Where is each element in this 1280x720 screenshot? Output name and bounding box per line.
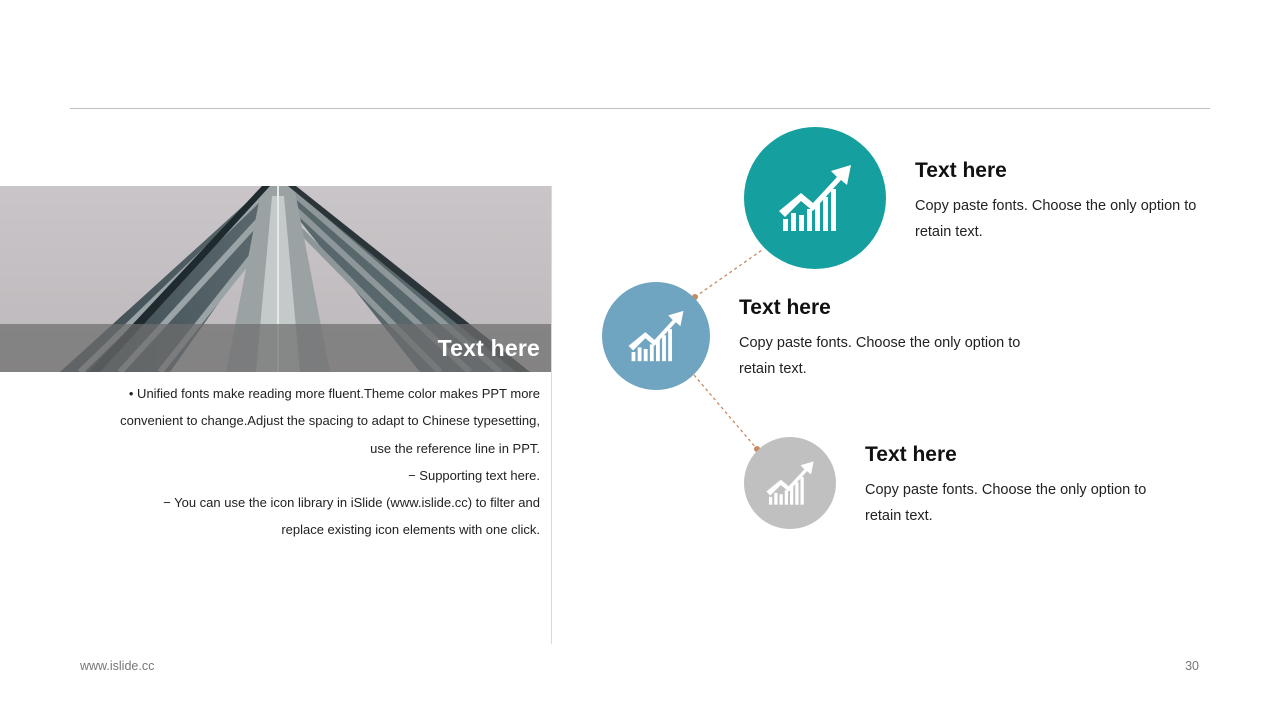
item-2-circle: [602, 282, 710, 390]
chart-trend-up-icon: [627, 309, 685, 363]
item-3-body: Copy paste fonts. Choose the only option to retain text.: [865, 482, 1147, 524]
photo-title: Text here: [437, 335, 540, 361]
footer-url: www.islide.cc: [80, 659, 155, 673]
item-1: [915, 159, 1215, 245]
bullet-line: convenient to change.Adjust the spacing to adapt to Chinese typesetting,: [120, 413, 540, 429]
item-2-body: Copy paste fonts. Choose the only option to retain text.: [739, 335, 1021, 377]
item-1-circle: [744, 127, 886, 269]
item-1-body: Copy paste fonts. Choose the only option to retain text.: [915, 198, 1197, 240]
sub-bullet-line: replace existing icon elements with one click.: [281, 522, 540, 538]
chart-trend-up-icon: [765, 460, 815, 506]
item-2-title: Text here: [739, 296, 831, 319]
bullet-line: • Unified fonts make reading more fluent.Theme color makes PPT more: [128, 386, 540, 401]
chart-trend-up-icon: [777, 163, 853, 233]
sub-bullet-line: − Supporting text here.: [408, 467, 540, 483]
sub-bullet-line: − You can use the icon library in iSlide (www.islide.cc) to filter and: [163, 495, 540, 511]
item-1-title: Text here: [915, 159, 1007, 182]
item-3: [865, 443, 1165, 529]
item-3-title: Text here: [865, 443, 957, 466]
page-number: 30: [1185, 659, 1199, 673]
item-3-circle: [744, 437, 836, 529]
bullet-line: use the reference line in PPT.: [370, 440, 540, 456]
item-2: [739, 296, 1039, 382]
